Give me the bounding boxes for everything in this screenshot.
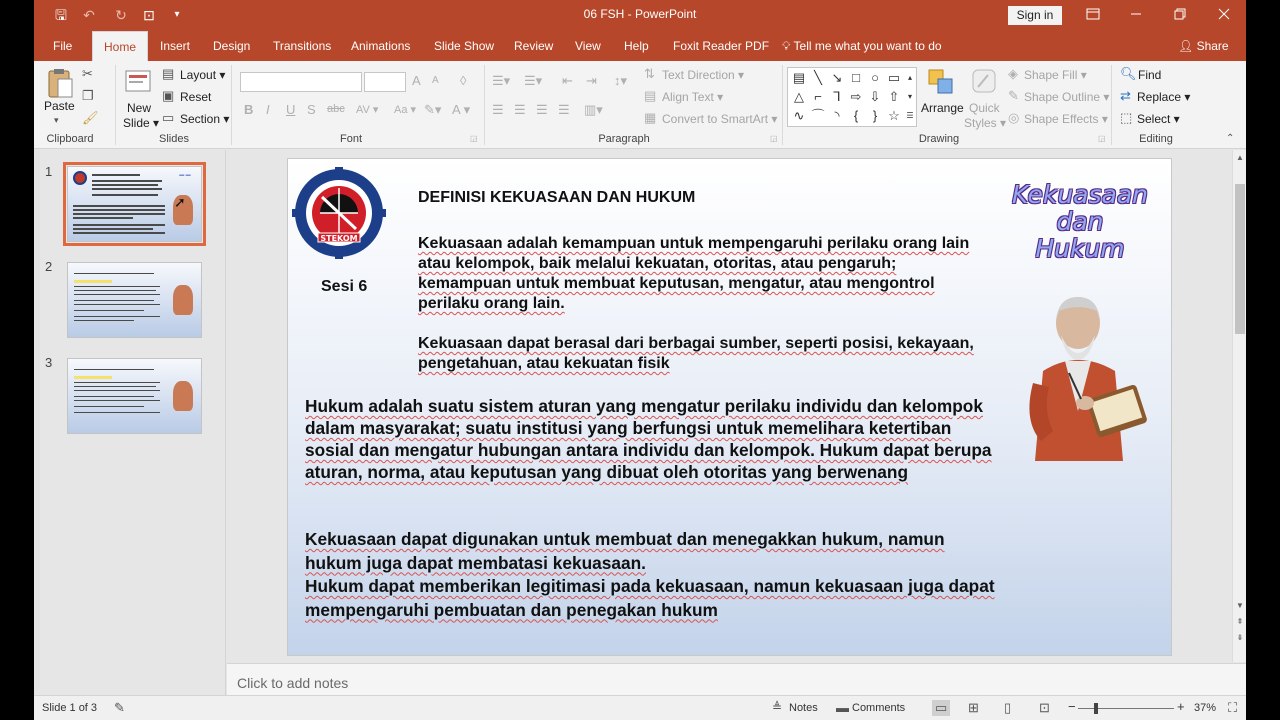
share-button[interactable]: 👤︎ Share: [1178, 39, 1229, 53]
select-icon: ⬚: [1120, 110, 1133, 125]
separator: [1111, 65, 1112, 145]
slide-thumbnail-3[interactable]: [67, 358, 202, 434]
right-brace-icon[interactable]: }: [872, 108, 878, 123]
layout-icon: ▤: [162, 66, 175, 81]
zoom-out-button[interactable]: −: [1068, 699, 1076, 714]
wordart-title: [1000, 181, 1160, 262]
gallery-scroll-down-icon[interactable]: ▾: [907, 92, 912, 101]
numbering-icon[interactable]: ☰▾: [524, 73, 543, 88]
right-arrow-shape-icon[interactable]: ⇨: [850, 89, 862, 104]
lightbulb-icon: 💡︎: [782, 39, 794, 53]
scroll-up-icon[interactable]: ▲: [1236, 153, 1244, 162]
vertical-scrollbar[interactable]: [1232, 150, 1246, 662]
editing-label: Editing: [1139, 133, 1173, 145]
separator: [115, 65, 116, 145]
ribbon-tabs: [34, 31, 1246, 61]
slide-count: Slide 1 of 3: [42, 702, 98, 714]
up-arrow-shape-icon[interactable]: ⇧: [888, 89, 900, 104]
clipboard-label: Clipboard: [46, 133, 94, 145]
format-painter-icon[interactable]: 🖌︎: [82, 110, 99, 125]
start-from-beginning-icon[interactable]: ⊡: [143, 7, 155, 23]
tab-file[interactable]: File: [53, 39, 73, 53]
tab-foxit-reader-pdf[interactable]: Foxit Reader PDF: [673, 39, 770, 53]
slide-canvas[interactable]: [287, 158, 1172, 656]
select-button[interactable]: Select ▾: [1137, 112, 1180, 126]
arrange-button[interactable]: Arrange: [921, 101, 964, 115]
arrow-shape-icon[interactable]: ↘: [831, 70, 843, 85]
section-icon: ▭: [162, 110, 175, 125]
customize-qat-icon[interactable]: ▾: [174, 9, 180, 20]
notes-placeholder[interactable]: Click to add notes: [237, 675, 349, 691]
arc-shape-icon[interactable]: ◝: [834, 108, 840, 123]
tab-transitions[interactable]: Transitions: [273, 39, 332, 53]
align-text-icon: ▤: [644, 88, 657, 103]
tab-animations[interactable]: Animations: [351, 39, 411, 53]
drawing-dialog-launcher-icon[interactable]: ◲: [1098, 134, 1106, 143]
session-label: Sesi 6: [321, 278, 368, 295]
person-icon: 👤︎: [1178, 39, 1197, 53]
normal-view-icon[interactable]: ▭: [932, 700, 950, 716]
slide-thumbnail-2[interactable]: [67, 262, 202, 338]
comments-icon: ▬: [836, 700, 849, 715]
gallery-more-icon[interactable]: ☰: [906, 111, 914, 120]
thumb-line: [74, 310, 144, 311]
italic-icon[interactable]: I: [266, 102, 270, 117]
paragraph-relationship: [305, 528, 1005, 622]
thumbnail-number: 1: [45, 164, 53, 179]
paragraph-relationship-line-2: Hukum dapat memberikan legitimasi pada kekuasaan, namun kekuasaan juga dapat mempengaruhi pembuatan dan penegakan hukum: [305, 576, 995, 620]
zoom-slider-knob[interactable]: [1094, 703, 1098, 714]
slide-thumbnails-pane: [34, 150, 226, 695]
slide-heading: DEFINISI KEKUASAAN DAN HUKUM: [418, 189, 696, 206]
quick-styles-dropdown[interactable]: Styles ▾: [964, 116, 1007, 130]
ribbon-display-options-icon[interactable]: [1083, 5, 1103, 25]
paragraph-kekuasaan-definition: Kekuasaan adalah kemampuan untuk mempengaruhi perilaku orang lain atau kelompok, baik melalui kekuatan, otoritas, atau pengaruh; kemampuan untuk membuat keputusan, mengatur, atau mengontrol perilaku orang lain.: [418, 235, 970, 312]
collapse-ribbon-icon[interactable]: ⌃: [1226, 133, 1235, 144]
powerpoint-window: [34, 0, 1246, 720]
paragraph-label: Paragraph: [598, 133, 650, 145]
shape-fill-icon: ◈: [1008, 66, 1018, 81]
shape-fill-button[interactable]: Shape Fill ▾: [1024, 68, 1087, 82]
shrink-font-icon[interactable]: A: [432, 75, 439, 86]
thumb-line: [74, 406, 144, 407]
tell-me-search[interactable]: 💡︎ Tell me what you want to do: [782, 39, 942, 53]
thumb-line: [74, 290, 156, 291]
font-size-combo[interactable]: [364, 72, 406, 92]
wordart-line-3: Hukum: [1035, 234, 1125, 263]
layout-button[interactable]: Layout ▾: [180, 68, 226, 82]
save-icon[interactable]: 🖫: [55, 7, 67, 23]
spelling-check-icon[interactable]: ✎: [114, 700, 125, 715]
separator: [484, 65, 485, 145]
paste-icon[interactable]: [46, 67, 74, 99]
scroll-thumb[interactable]: [1235, 184, 1245, 334]
next-slide-icon[interactable]: ⇟: [1236, 633, 1244, 642]
title-bar: [34, 0, 1246, 31]
fit-slide-icon[interactable]: ⛶: [1228, 700, 1238, 715]
grow-font-icon[interactable]: A: [412, 73, 421, 88]
left-brace-icon[interactable]: {: [853, 108, 859, 123]
thumb-line: [74, 273, 154, 274]
university-logo: [292, 167, 387, 259]
shapes-gallery[interactable]: [787, 67, 917, 127]
reset-icon: ▣: [162, 88, 175, 103]
freeform-shape-icon[interactable]: ∿: [793, 108, 805, 123]
thumb-line: [74, 396, 154, 397]
previous-slide-icon[interactable]: ⇞: [1236, 617, 1244, 626]
elbow-connector-icon[interactable]: ⌐: [814, 89, 822, 104]
zoom-in-button[interactable]: +: [1177, 699, 1185, 714]
thumb-line: [74, 400, 160, 401]
new-slide-button[interactable]: New: [127, 101, 152, 115]
font-dialog-launcher-icon[interactable]: ◲: [470, 134, 478, 143]
thumb-line: [73, 213, 165, 215]
thumb-line: [74, 320, 134, 321]
close-icon[interactable]: [1214, 5, 1234, 25]
rectangle-shape-icon[interactable]: □: [852, 70, 860, 85]
align-text-button[interactable]: Align Text ▾: [662, 90, 724, 104]
align-right-icon[interactable]: ☰: [536, 102, 548, 117]
smartart-icon: ▦: [644, 110, 657, 125]
undo-icon[interactable]: ↶: [83, 7, 95, 23]
thumb-line: [92, 194, 158, 196]
font-color-icon[interactable]: A ▾: [452, 102, 471, 117]
thumb-line: [92, 188, 162, 190]
thumb-line: [74, 412, 160, 413]
paragraph-dialog-launcher-icon[interactable]: ◲: [770, 134, 778, 143]
comments-button[interactable]: Comments: [852, 702, 906, 714]
paragraph-hukum-definition: Hukum adalah suatu sistem aturan yang mengatur perilaku individu dan kelompok dalam masyarakat; suatu institusi yang berfungsi untuk memelihara ketertiban sosial dan mengatur hubungan antara individu dan kelompok. Hukum dapat berupa aturan, norma, atau keputusan yang dibuat oleh otoritas yang berwenang: [305, 396, 992, 482]
section-button[interactable]: Section ▾: [180, 112, 230, 126]
shape-outline-button[interactable]: Shape Outline ▾: [1024, 90, 1110, 104]
tab-help[interactable]: Help: [624, 39, 649, 53]
highlight-icon[interactable]: ✎▾: [424, 102, 442, 117]
window-title: 06 FSH - PowerPoint: [583, 7, 697, 21]
shape-outline-icon: ✎: [1008, 88, 1019, 103]
thumb-title-art: ▬ ▬: [179, 172, 191, 178]
mouse-cursor-icon: ➚: [174, 194, 186, 210]
curve-shape-icon[interactable]: ⌒: [811, 108, 825, 123]
sign-in-button[interactable]: Sign in: [1008, 6, 1062, 25]
convert-to-smartart-button[interactable]: Convert to SmartArt ▾: [662, 112, 778, 126]
bold-icon[interactable]: B: [244, 102, 254, 117]
thumb-line: [92, 184, 158, 186]
bullets-icon[interactable]: ☰▾: [492, 73, 511, 88]
thumb-logo: [73, 171, 87, 185]
thumb-line: [74, 294, 160, 295]
line-shape-icon[interactable]: ╲: [814, 70, 822, 85]
thumb-line: [74, 316, 160, 317]
notes-pane[interactable]: [227, 663, 1246, 695]
new-slide-icon[interactable]: [124, 67, 152, 97]
minimize-icon[interactable]: [1126, 5, 1146, 25]
cut-icon[interactable]: ✂: [82, 66, 93, 81]
reset-button[interactable]: Reset: [180, 90, 212, 104]
align-left-icon[interactable]: ☰: [492, 102, 504, 117]
paragraph-kekuasaan-sources: Kekuasaan dapat berasal dari berbagai sumber, seperti posisi, kekayaan, pengetahuan, atau kekuatan fisik: [418, 335, 974, 372]
tab-insert[interactable]: Insert: [160, 39, 191, 53]
decrease-indent-icon[interactable]: ⇤: [562, 73, 573, 88]
thumb-line: [73, 209, 165, 211]
find-button[interactable]: Find: [1138, 68, 1162, 82]
tab-review[interactable]: Review: [514, 39, 554, 53]
find-icon: 🔍︎: [1120, 66, 1137, 81]
logo-text: STEKOM: [320, 234, 358, 243]
thumb-line: [73, 228, 153, 230]
scroll-down-icon[interactable]: ▼: [1236, 601, 1244, 610]
thumbnail-number: 2: [45, 259, 53, 274]
arrange-icon[interactable]: [926, 67, 956, 97]
down-arrow-shape-icon[interactable]: ⇩: [869, 89, 881, 104]
ribbon-home: [34, 61, 1246, 149]
notes-icon: ≜: [772, 700, 783, 714]
paste-button[interactable]: Paste: [44, 99, 75, 113]
shape-effects-button[interactable]: Shape Effects ▾: [1024, 112, 1108, 126]
thumbnail-number: 3: [45, 355, 53, 370]
thumb-line: [73, 205, 165, 207]
line-spacing-icon[interactable]: ↕▾: [614, 73, 628, 88]
reading-view-icon[interactable]: ▯: [1004, 700, 1012, 715]
text-shadow-icon[interactable]: S: [307, 102, 316, 117]
thumb-line: [74, 369, 154, 370]
font-label: Font: [339, 133, 362, 145]
triangle-shape-icon[interactable]: △: [794, 89, 804, 104]
thumb-line: [74, 286, 160, 287]
separator: [782, 65, 783, 145]
replace-button[interactable]: Replace ▾: [1137, 90, 1191, 104]
increase-indent-icon[interactable]: ⇥: [586, 73, 597, 88]
tab-view[interactable]: View: [575, 39, 601, 53]
redo-icon[interactable]: ↻: [115, 7, 127, 23]
wordart-line-2: dan: [1056, 207, 1104, 236]
character-spacing-icon[interactable]: AV ▾: [356, 104, 379, 116]
wordart-line-1: Kekuasaan: [1011, 180, 1149, 209]
text-direction-button[interactable]: Text Direction ▾: [662, 68, 745, 82]
thumb-highlight: [74, 280, 112, 283]
slide-show-icon[interactable]: ⊡: [1039, 700, 1050, 715]
thumb-highlight: [74, 376, 112, 379]
strikethrough-icon[interactable]: abc: [327, 103, 345, 115]
thumb-line: [73, 224, 165, 226]
thumb-line: [73, 232, 165, 234]
shape-effects-icon: ◎: [1008, 110, 1020, 125]
thumb-line: [74, 386, 156, 387]
text-direction-icon: ⇅: [644, 66, 655, 81]
underline-icon[interactable]: U: [286, 102, 296, 117]
star-shape-icon[interactable]: ☆: [888, 108, 900, 123]
change-case-icon[interactable]: Aa ▾: [394, 104, 417, 116]
paragraph-relationship-line-1: Kekuasaan dapat digunakan untuk membuat dan menegakkan hukum, namun hukum juga dapat membatasi kekuasaan.: [305, 529, 945, 573]
rounded-rect-shape-icon[interactable]: ▭: [887, 70, 901, 85]
textbox-shape-icon[interactable]: ▤: [792, 70, 806, 85]
thumb-line: [74, 300, 154, 301]
status-bar: [34, 695, 1246, 720]
copy-icon[interactable]: ❐: [82, 88, 94, 103]
tab-design[interactable]: Design: [213, 39, 251, 53]
paste-dropdown-icon[interactable]: ▾: [54, 115, 59, 125]
align-center-icon[interactable]: ☰: [514, 102, 526, 117]
tab-home[interactable]: Home: [92, 31, 148, 61]
thumb-line: [92, 174, 140, 176]
thumb-line: [92, 180, 162, 182]
drawing-label: Drawing: [918, 133, 960, 145]
new-slide-dropdown[interactable]: Slide ▾: [123, 116, 160, 130]
quick-styles-button[interactable]: Quick: [969, 101, 1000, 115]
quick-styles-icon[interactable]: [970, 67, 998, 97]
font-family-combo[interactable]: [240, 72, 362, 92]
gallery-scroll-up-icon[interactable]: ▴: [907, 73, 912, 82]
slide-editor: [227, 150, 1232, 662]
justify-icon[interactable]: ☰: [558, 102, 570, 117]
thumb-figure: [173, 285, 193, 315]
oval-shape-icon[interactable]: ○: [871, 70, 879, 85]
slides-label: Slides: [159, 133, 189, 145]
scholar-clipart: [1023, 291, 1153, 471]
notes-button[interactable]: Notes: [789, 702, 818, 714]
elbow-arrow-icon[interactable]: ⅂: [833, 89, 841, 104]
separator: [231, 65, 232, 145]
thumb-line: [74, 390, 160, 391]
zoom-slider[interactable]: [1078, 708, 1174, 709]
thumb-line: [74, 304, 160, 305]
thumb-line: [73, 217, 133, 219]
slide-sorter-icon[interactable]: ⊞: [968, 700, 979, 715]
zoom-level[interactable]: 37%: [1194, 702, 1217, 714]
columns-icon[interactable]: ▥▾: [584, 102, 603, 117]
replace-icon: ⇄: [1120, 88, 1131, 103]
restore-icon[interactable]: [1170, 5, 1190, 25]
thumb-line: [74, 382, 160, 383]
clear-formatting-icon[interactable]: ◊: [460, 73, 467, 88]
thumb-figure: [173, 381, 193, 411]
tab-slide-show[interactable]: Slide Show: [434, 39, 495, 53]
